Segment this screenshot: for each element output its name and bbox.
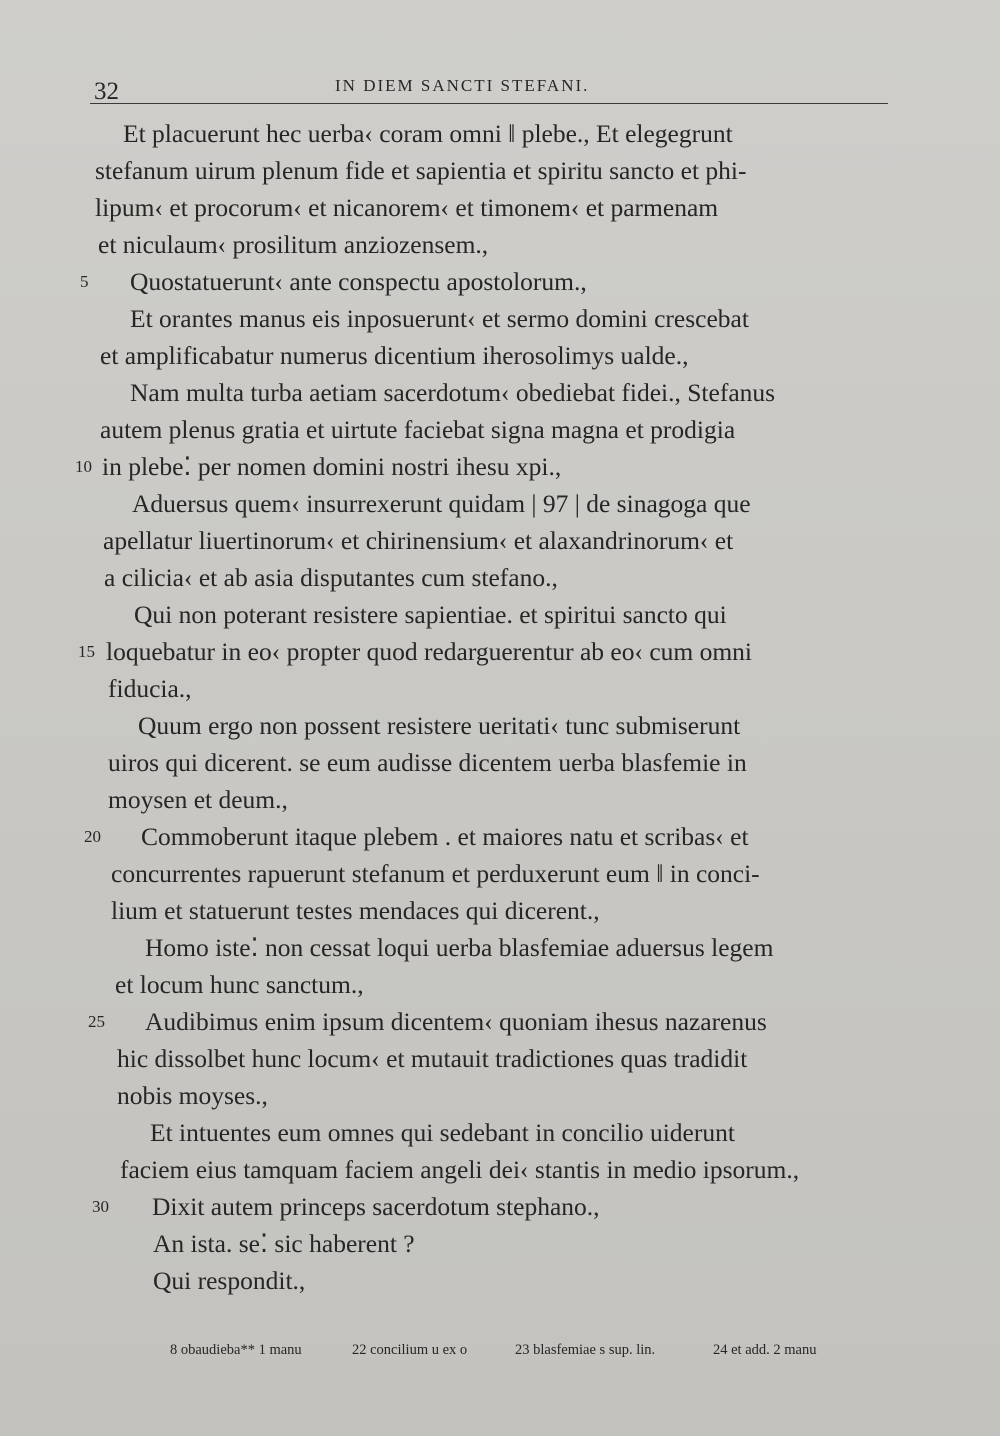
line-number: 5 — [80, 272, 89, 291]
text-line: a cilicia‹ et ab asia disputantes cum stefano., — [104, 563, 558, 592]
footnote: 22 concilium u ex o — [352, 1342, 468, 1358]
line-number: 25 — [88, 1012, 105, 1031]
text-line: Homo iste⁚ non cessat loqui uerba blasfemiae aduersus legem — [145, 933, 774, 962]
text-line: et locum hunc sanctum., — [115, 970, 364, 999]
text-line: lium et statuerunt testes mendaces qui dicerent., — [111, 896, 600, 925]
text-line: autem plenus gratia et uirtute faciebat signa magna et prodigia — [100, 415, 736, 444]
text-line: faciem eius tamquam faciem angeli dei‹ stantis in medio ipsorum., — [120, 1155, 800, 1184]
text-line: fiducia., — [108, 674, 192, 703]
text-line: Dixit autem princeps sacerdotum stephano., — [152, 1192, 600, 1221]
text-line: Commoberunt itaque plebem . et maiores natu et scribas‹ et — [141, 822, 749, 851]
footnote: 24 et add. 2 manu — [713, 1342, 817, 1358]
text-line: apellatur liuertinorum‹ et chirinensium‹ et alaxandrinorum‹ et — [103, 526, 734, 555]
line-number: 20 — [84, 827, 101, 846]
text-line: Et intuentes eum omnes qui sedebant in concilio uiderunt — [150, 1118, 735, 1147]
text-line: in plebe⁚ per nomen domini nostri ihesu xpi., — [102, 452, 562, 481]
header-rule — [90, 103, 888, 104]
text-line: Qui respondit., — [153, 1266, 306, 1295]
line-number: 15 — [78, 642, 95, 661]
page-number: 32 — [94, 78, 119, 105]
text-line: et niculaum‹ prosilitum anziozensem., — [98, 230, 489, 259]
text-line: Aduersus quem‹ insurrexerunt quidam | 97 | de sinagoga que — [132, 489, 751, 518]
footnote: 8 obaudieba** 1 manu — [170, 1342, 302, 1358]
text-line: An ista. se⁚ sic haberent ? — [153, 1229, 415, 1258]
footnote: 23 blasfemiae s sup. lin. — [515, 1342, 656, 1358]
text-line: Et placuerunt hec uerba‹ coram omni ‖ plebe., Et elegegrunt — [123, 119, 733, 148]
text-line: Quostatuerunt‹ ante conspectu apostolorum., — [130, 267, 587, 296]
text-line: moysen et deum., — [108, 785, 288, 814]
text-line: lipum‹ et procorum‹ et nicanorem‹ et timonem‹ et parmenam — [95, 193, 719, 222]
footnotes — [170, 1342, 890, 1366]
text-line: concurrentes rapuerunt stefanum et perduxerunt eum ‖ in conci- — [111, 859, 760, 888]
text-line: Quum ergo non possent resistere ueritati‹ tunc submiserunt — [138, 711, 741, 740]
page-header — [90, 72, 890, 105]
text-line: Et orantes manus eis inposuerunt‹ et sermo domini crescebat — [130, 304, 749, 333]
text-line: nobis moyses., — [117, 1081, 268, 1110]
text-line: hic dissolbet hunc locum‹ et mutauit tradictiones quas tradidit — [117, 1044, 748, 1073]
text-line: Qui non poterant resistere sapientiae. et spiritui sancto qui — [134, 600, 727, 629]
text-line: loquebatur in eo‹ propter quod redarguerentur ab eo‹ cum omni — [106, 637, 753, 666]
text-line: Nam multa turba aetiam sacerdotum‹ obediebat fidei., Stefanus — [130, 378, 776, 407]
text-line: stefanum uirum plenum fide et sapientia et spiritu sancto et phi- — [95, 156, 747, 185]
line-number: 30 — [92, 1197, 109, 1216]
line-number: 10 — [75, 457, 92, 476]
running-title: IN DIEM SANCTI STEFANI. — [335, 76, 590, 95]
text-line: Audibimus enim ipsum dicentem‹ quoniam ihesus nazarenus — [145, 1007, 767, 1036]
text-line: et amplificabatur numerus dicentium iherosolimys ualde., — [100, 341, 689, 370]
text-line: uiros qui dicerent. se eum audisse dicentem uerba blasfemie in — [108, 748, 747, 777]
